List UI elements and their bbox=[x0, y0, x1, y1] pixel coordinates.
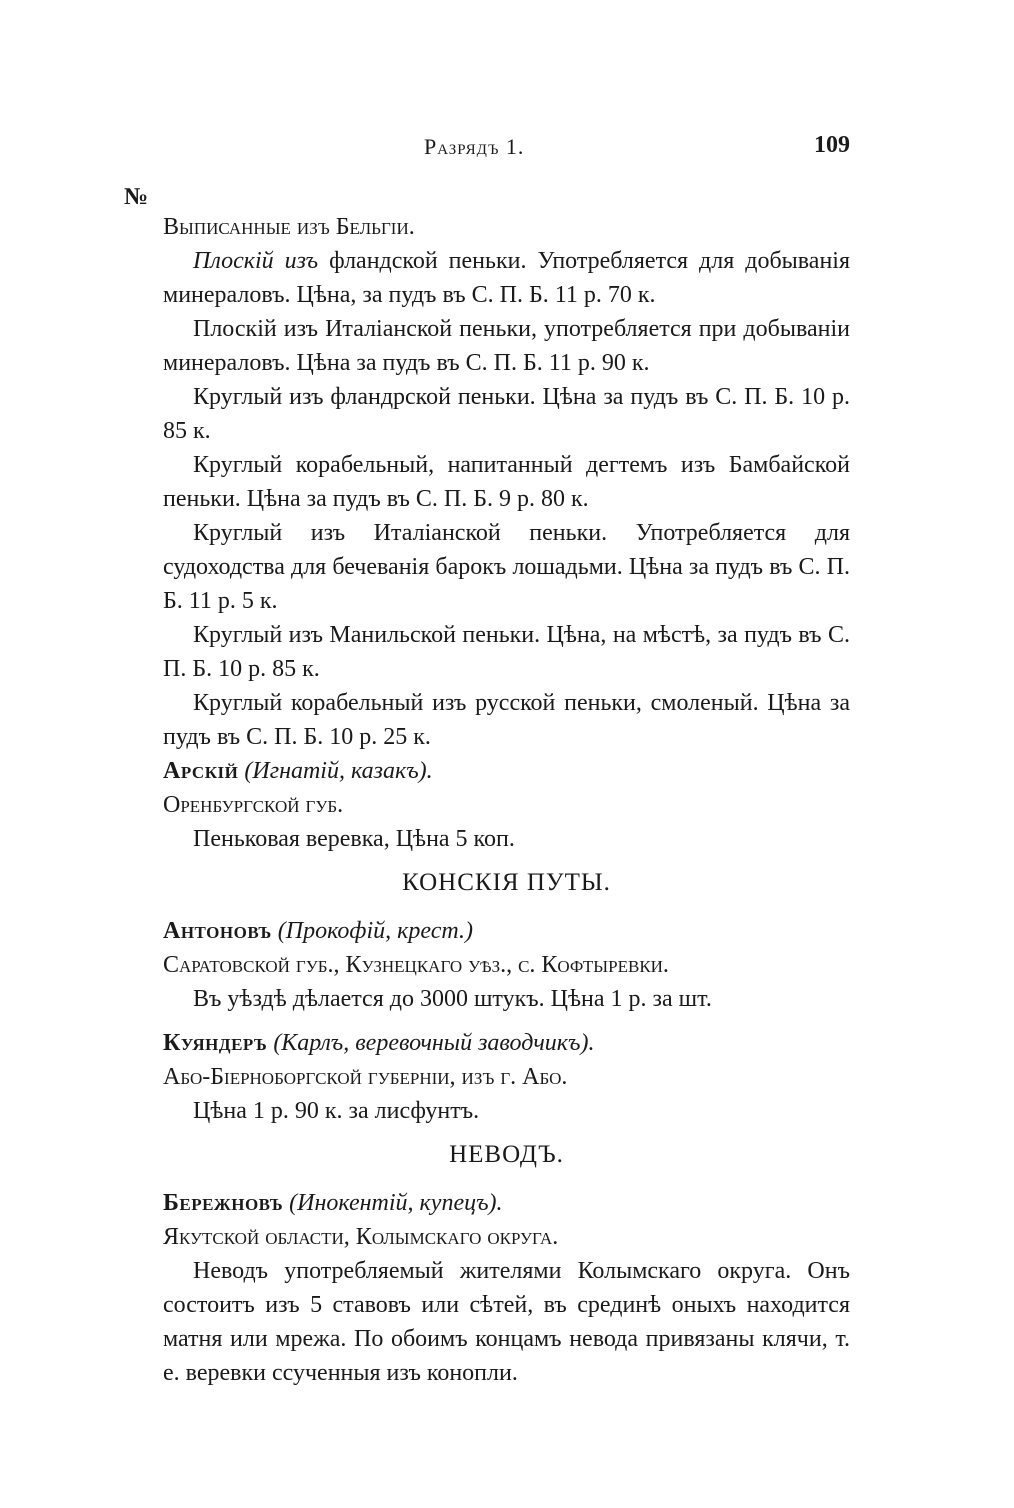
exhibitor-location: Оренбургской губ. bbox=[163, 792, 344, 818]
page-body bbox=[163, 210, 850, 1390]
exhibitor-description: Въ уѣздѣ дѣлается до 3000 штукъ. Цѣна 1 р. за шт. bbox=[193, 986, 712, 1012]
exhibitor-antonov bbox=[163, 914, 850, 948]
exhibitor-info: (Инокентій, купецъ). bbox=[289, 1190, 503, 1216]
exhibitor-location: Саратовской губ., Кузнецкаго уѣз., с. Кофтыревки. bbox=[163, 952, 669, 978]
entry-round-russian: Круглый корабельный изъ русской пеньки, смоленый. Цѣна за пудъ въ С. П. Б. 10 р. 25 к. bbox=[163, 690, 850, 750]
exhibitor-description: Пеньковая веревка, Цѣна 5 коп. bbox=[193, 826, 515, 852]
exhibitor-info: (Карлъ, веревочный заводчикъ). bbox=[273, 1030, 595, 1056]
exhibitor-name: Куяндеръ bbox=[163, 1030, 268, 1056]
origin-belgium: Выписанные изъ Бельгіи. bbox=[163, 214, 415, 240]
entry-label: Плоскій изъ bbox=[193, 248, 319, 274]
numero-sign: № bbox=[124, 184, 149, 210]
exhibitor-arskiy bbox=[163, 754, 850, 788]
exhibitor-berezhnov bbox=[163, 1186, 850, 1220]
entry-flat-flanders bbox=[163, 244, 850, 312]
exhibitor-description: Неводъ употребляемый жителями Колымскаго округа. Онъ состоитъ изъ 5 ставовъ или сѣтей, въ срединѣ оныхъ находится матня или мрежа. По обоимъ концамъ невода привязаны клячи, т. е. веревки ссученныя изъ конопли. bbox=[163, 1258, 850, 1386]
exhibitor-info: (Прокофій, крест.) bbox=[277, 918, 473, 944]
entry-text: фландской пеньки. Употребляется для добыванія минераловъ. Цѣна, за пудъ въ С. П. Б. 11 р. 70 к. bbox=[163, 248, 850, 308]
page-header bbox=[160, 128, 850, 168]
exhibitor-location: Якутской области, Колымскаго округа. bbox=[163, 1224, 559, 1250]
exhibitor-info: (Игнатій, казакъ). bbox=[244, 758, 433, 784]
exhibitor-description: Цѣна 1 р. 90 к. за лисфунтъ. bbox=[193, 1098, 480, 1124]
exhibitor-name: Антоновъ bbox=[163, 918, 272, 944]
exhibitor-name: Бережновъ bbox=[163, 1190, 284, 1216]
section-title-konskie-puty: КОНСКІЯ ПУТЫ. bbox=[402, 869, 611, 896]
entry-round-bombay: Круглый корабельный, напитанный дегтемъ изъ Бамбайской пеньки. Цѣна за пудъ въ С. П. Б. 9 р. 80 к. bbox=[163, 452, 850, 512]
exhibitor-kuyander bbox=[163, 1026, 850, 1060]
exhibitor-name: Арскій bbox=[163, 758, 239, 784]
running-title: Разрядъ 1. bbox=[424, 134, 525, 159]
entry-round-flanders: Круглый изъ фландрской пеньки. Цѣна за пудъ въ С. П. Б. 10 р. 85 к. bbox=[163, 384, 850, 444]
entry-round-italian: Круглый изъ Италіанской пеньки. Употребляется для судоходства для бечеванія барокъ лошадьми. Цѣна за пудъ въ С. П. Б. 11 р. 5 к. bbox=[163, 520, 850, 614]
entry-round-manila: Круглый изъ Манильской пеньки. Цѣна, на мѣстѣ, за пудъ въ С. П. Б. 10 р. 85 к. bbox=[163, 622, 850, 682]
exhibitor-location: Або-Біерноборгской губерніи, изъ г. Або. bbox=[163, 1064, 568, 1090]
section-title-nevod: НЕВОДЪ. bbox=[449, 1141, 564, 1168]
entry-flat-italian: Плоскій изъ Италіанской пеньки, употребляется при добываніи минераловъ. Цѣна за пудъ въ С. П. Б. 11 р. 90 к. bbox=[163, 316, 850, 376]
page-number: 109 bbox=[814, 132, 850, 158]
